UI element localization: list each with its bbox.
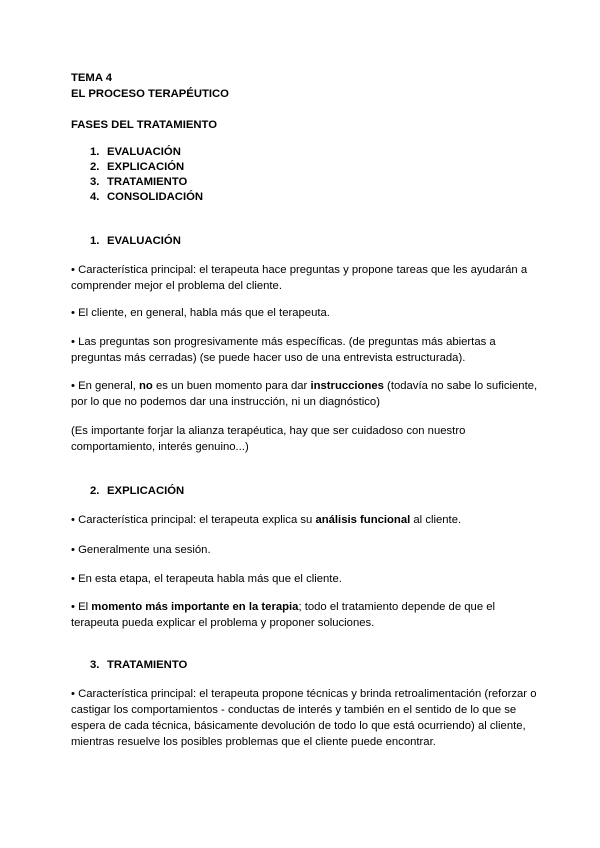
paragraph: • Característica principal: el terapeuta hace preguntas y propone tareas que les ayudarán a comprender mejor el problema del cliente. — [71, 264, 528, 292]
paragraph: • Característica principal: el terapeuta explica su análisis funcional al cliente. — [71, 514, 462, 526]
section-heading-tratamiento: 3. TRATAMIENTO — [90, 659, 188, 671]
paragraph: • En general, no es un buen momento para dar instrucciones (todavía no sabe lo suficiente, por lo que no podemos dar una instrucción, ni un diagnóstico) — [71, 380, 538, 408]
phase-item: 3. TRATAMIENTO — [90, 176, 188, 188]
paragraph: • Las preguntas son progresivamente más específicas. (de preguntas más abiertas a preguntas más cerradas) (se puede hacer uso de una entrevista estructurada). — [71, 336, 496, 364]
phase-item: 2. EXPLICACIÓN — [90, 161, 185, 173]
document-title: EL PROCESO TERAPÉUTICO — [71, 88, 229, 100]
section-heading-explicacion: 2. EXPLICACIÓN — [90, 485, 185, 497]
paragraph: • El cliente, en general, habla más que el terapeuta. — [71, 307, 330, 319]
paragraph: • Generalmente una sesión. — [71, 544, 211, 556]
paragraph: • El momento más importante en la terapia; todo el tratamiento depende de que el terapeuta pueda explicar el problema y proponer soluciones. — [71, 601, 496, 629]
paragraph: • Característica principal: el terapeuta propone técnicas y brinda retroalimentación (reforzar o castigar los comportamientos - conductas de interés y también en el sentido de lo que se espera de cada técnica, básicamente devolución de todo lo que está ocurriendo) al cliente, mientras resuelve los posibles problemas que el cliente puede encontrar. — [71, 688, 537, 748]
phases-heading: FASES DEL TRATAMIENTO — [71, 119, 218, 131]
paragraph: (Es importante forjar la alianza terapéutica, hay que ser cuidadoso con nuestro comportamiento, interés genuino...) — [71, 425, 466, 453]
phases-list — [90, 145, 203, 205]
phase-item: 1. EVALUACIÓN — [90, 146, 181, 158]
phase-item: 4. CONSOLIDACIÓN — [90, 191, 204, 203]
paragraph: • En esta etapa, el terapeuta habla más que el cliente. — [71, 573, 342, 585]
topic-label: TEMA 4 — [71, 72, 113, 84]
section-heading-evaluacion: 1. EVALUACIÓN — [90, 235, 181, 247]
